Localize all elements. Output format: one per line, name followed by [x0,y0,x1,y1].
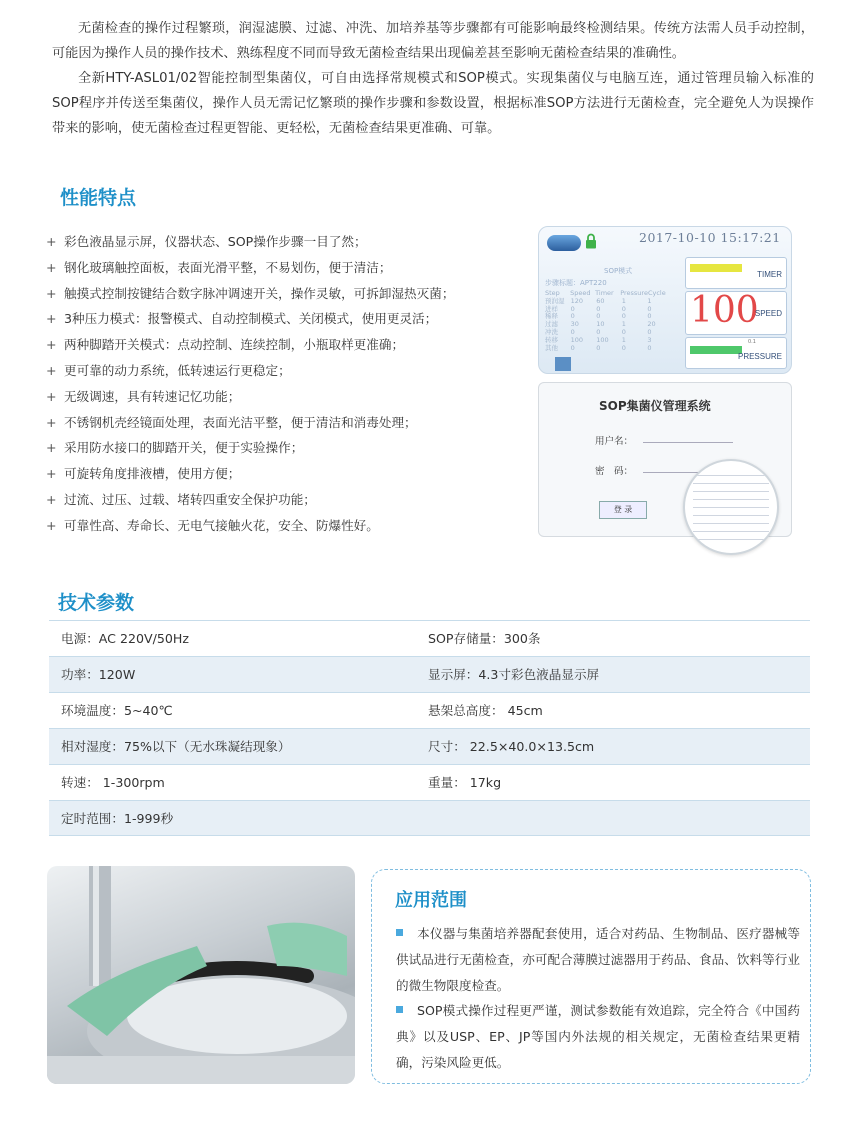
application-box [371,869,811,1084]
param-cell: 相对湿度：75%以下（无水珠凝结现象） [61,739,291,754]
feature-item: + 3种压力模式：报警模式、自动控制模式、关闭模式，使用更灵活； [46,306,526,332]
username-field [643,431,733,443]
feature-item: + 触摸式控制按键结合数字脉冲调速开关，操作灵敏，可拆卸湿热灭菌； [46,281,526,307]
lab-photo [47,866,355,1084]
plus-icon: + [46,388,57,404]
lock-icon [585,233,597,249]
feature-item: + 更可靠的动力系统，低转速运行更稳定； [46,358,526,384]
back-arrow-icon [555,357,571,371]
plus-icon: + [46,466,57,482]
pressure-label: PRESSURE [737,352,782,361]
table-row: 进样 0 0 0 0 [545,304,652,313]
login-button: 登 录 [599,501,647,519]
sop-mode-label: SOP模式 [604,267,633,275]
feature-item: + 采用防水接口的脚踏开关，便于实验操作； [46,435,526,461]
plus-icon: + [46,337,57,353]
feature-item: + 可旋转角度排液槽，使用方便； [46,461,526,487]
username-label: 用户名： [595,436,634,447]
pressure-bar [690,346,742,354]
table-row: 冲洗 0 0 0 0 [545,327,652,336]
device-icon [547,235,581,251]
table-row: 稀释 0 0 0 0 [545,312,652,321]
table-row [49,728,810,764]
plus-icon: + [46,517,57,533]
timer-meter [685,257,787,289]
features-list [46,229,526,539]
application-paragraph: 本仪器与集菌培养器配套使用，适合对药品、生物制品、医疗器械等供试品进行无菌检查，亦可配合薄膜过滤器用于药品、食品、饮料等行业的微生物限度检查。 [396,926,800,993]
intro-paragraph: 全新HTY-ASL01/02智能控制型集菌仪，可自由选择常规模式和SOP模式。实现集菌仪与电脑互连，通过管理员输入标准的SOP程序并传送至集菌仪，操作人员无需记忆繁琐的操作步骤和参数设置，根据标准SOP方法进行无菌检查，完全避免人为误操作带来的影响，使无菌检查过程更智能、更轻松，无菌检查结果更准确、可靠。 [52,71,814,136]
plus-icon: + [46,259,57,275]
speed-value: 100 [690,290,759,331]
table-row: 预润湿 120 60 1 1 [545,296,652,305]
feature-item: + 可靠性高、寿命长、无电气接触火花，安全、防爆性好。 [46,513,526,539]
bullet-square-icon [396,929,403,936]
intro-text [52,16,814,141]
table-row: 转移 100 100 1 3 [545,335,652,344]
speed-meter [685,291,787,335]
table-row [49,764,810,800]
device-screen-image [538,226,792,374]
timer-bar [690,264,742,272]
param-cell: 转速： 1-300rpm [61,775,165,790]
table-row [49,800,810,836]
login-title: SOP集菌仪管理系统 [599,399,711,413]
feature-item: + 钢化玻璃触控面板，表面光滑平整，不易划伤，便于清洁； [46,255,526,281]
table-row: 其他 0 0 0 0 [545,343,652,352]
param-cell: 功率：120W [61,667,136,682]
sop-step-table [545,290,673,352]
feature-item: + 过流、过压、过载、堵转四重安全保护功能； [46,487,526,513]
param-cell: 重量： 17kg [428,775,502,790]
zoomed-list-image [683,459,779,555]
sop-name-label: 步骤标题：APT220 [545,279,607,287]
plus-icon: + [46,491,57,507]
feature-item: + 不锈钢机壳经镜面处理，表面光洁平整，便于清洁和消毒处理； [46,410,526,436]
bullet-square-icon [396,1006,403,1013]
params-title: 技术参数 [58,592,135,614]
param-cell: 环境温度：5~40℃ [61,703,173,718]
speed-label: SPEED [754,309,782,318]
table-row [49,656,810,692]
features-title: 性能特点 [60,187,137,209]
plus-icon: + [46,414,57,430]
lab-photo-illustration [47,866,355,1084]
param-cell: 电源：AC 220V/50Hz [61,631,189,646]
application-title: 应用范围 [395,890,467,911]
plus-icon: + [46,311,57,327]
table-row [49,692,810,728]
feature-item: + 无级调速，具有转速记忆功能； [46,384,526,410]
table-header-row: Step Speed Timer Pressure Cycle [545,289,666,297]
datetime: 2017-10-10 15:17:21 [639,230,781,245]
intro-paragraph: 无菌检查的操作过程繁琐，润湿滤膜、过滤、冲洗、加培养基等步骤都有可能影响最终检测结果。传统方法需人员手动控制，可能因为操作人员的操作技术、熟练程度不同而导致无菌检查结果出现偏差甚至影响无菌检查结果的准确性。 [52,21,814,61]
application-paragraph: SOP模式操作过程更严谨，测试参数能有效追踪，完全符合《中国药典》以及USP、EP、JP等国内外法规的相关规定，无菌检查结果更精确，污染风险更低。 [396,1003,800,1070]
plus-icon: + [46,285,57,301]
login-panel-image [538,382,792,537]
plus-icon: + [46,362,57,378]
param-cell: SOP存储量：300条 [428,631,541,646]
table-row: 过滤 30 10 1 20 [545,320,656,329]
plus-icon: + [46,440,57,456]
plus-icon: + [46,234,57,249]
param-cell: 显示屏：4.3寸彩色液晶显示屏 [428,667,600,682]
password-label: 密 码： [595,466,634,477]
feature-item: + 两种脚踏开关模式：点动控制、连续控制，小瓶取样更准确； [46,332,526,358]
param-cell: 定时范围：1-999秒 [61,811,174,826]
param-cell: 悬架总高度： 45cm [428,703,543,718]
timer-label: TIMER [757,270,782,279]
pressure-value: 0.1 [748,339,756,345]
pressure-meter [685,337,787,369]
param-cell: 尺寸： 22.5×40.0×13.5cm [428,739,595,754]
table-row [49,620,810,656]
feature-item: + 彩色液晶显示屏，仪器状态、SOP操作步骤一目了然； [46,229,526,255]
params-table [49,620,810,836]
